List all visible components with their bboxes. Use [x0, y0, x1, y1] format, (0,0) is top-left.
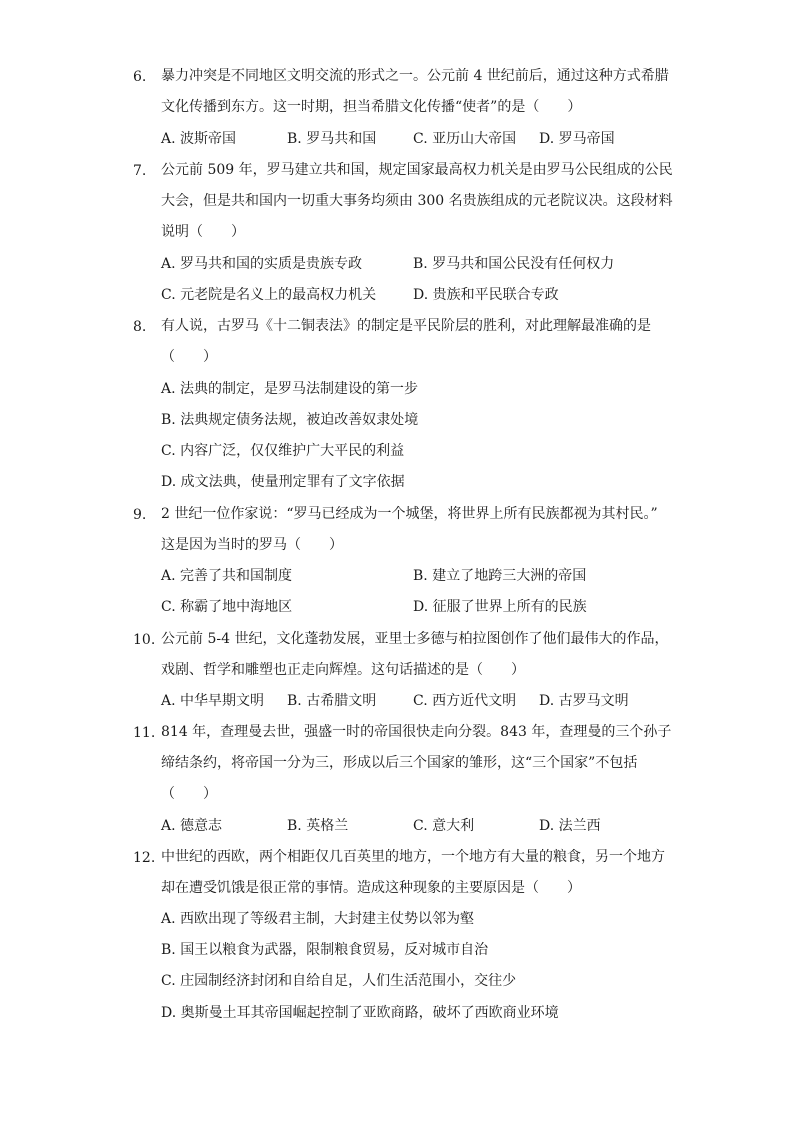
stem-line: （ ） [161, 349, 217, 366]
question-number: 6. [133, 69, 147, 85]
option-b: B. 英格兰 [287, 818, 349, 834]
option-d: D. 征服了世界上所有的民族 [413, 599, 587, 615]
option-d: D. 罗马帝国 [539, 131, 615, 147]
stem-line: 这是因为当时的罗马（ ） [161, 537, 343, 554]
option-d: D. 法兰西 [539, 818, 601, 834]
option-b: B. 古希腊文明 [287, 693, 377, 709]
option-c: C. 亚历山大帝国 [413, 131, 517, 147]
option-c: C. 元老院是名义上的最高权力机关 [161, 287, 377, 303]
option-b: B. 国王以粮食为武器，限制粮食贸易，反对城市自治 [161, 942, 489, 958]
stem-line: 大会，但是共和国内一切重大事务均须由 300 名贵族组成的元老院议决。这段材料 [161, 193, 673, 210]
stem-line: 缔结条约，将帝国一分为三，形成以后三个国家的雏形，这“三个国家”不包括 [161, 755, 638, 772]
option-b: B. 建立了地跨三大洲的帝国 [413, 568, 587, 584]
question-stem [161, 311, 681, 373]
question-stem [161, 624, 681, 686]
option-c: C. 称霸了地中海地区 [161, 599, 293, 615]
option-a: A. 完善了共和国制度 [161, 568, 293, 584]
question-number: 12. [133, 850, 156, 866]
option-d: D. 贵族和平民联合专政 [413, 287, 559, 303]
option-c: C. 庄园制经济封闭和自给自足，人们生活范围小，交往少 [161, 973, 517, 989]
question-number: 8. [133, 319, 147, 335]
question-number: 9. [133, 507, 147, 523]
stem-line: （ ） [161, 786, 217, 803]
stem-line: 814 年，查理曼去世，强盛一时的帝国很快走向分裂。843 年，查理曼的三个孙子 [161, 724, 672, 740]
stem-line: 公元前 5-4 世纪，文化蓬勃发展，亚里士多德与柏拉图创作了他们最伟大的作品， [161, 631, 669, 647]
stem-line: 文化传播到东方。这一时期，担当希腊文化传播“使者”的是（ ） [161, 99, 582, 116]
option-b: B. 罗马共和国 [287, 131, 377, 147]
stem-line: 公元前 509 年，罗马建立共和国，规定国家最高权力机关是由罗马公民组成的公民 [161, 162, 673, 178]
question-number: 7. [133, 163, 147, 179]
stem-line: 中世纪的西欧，两个相距仅几百英里的地方，一个地方有大量的粮食，另一个地方 [161, 849, 665, 865]
option-c: C. 西方近代文明 [413, 693, 517, 709]
stem-line: 却在遭受饥饿是很正常的事情。造成这种现象的主要原因是（ ） [161, 880, 581, 897]
option-c: C. 内容广泛，仅仅维护广大平民的利益 [161, 443, 405, 459]
option-d: D. 奥斯曼土耳其帝国崛起控制了亚欧商路，破坏了西欧商业环境 [161, 1005, 559, 1021]
question-stem [161, 61, 681, 123]
stem-line: 暴力冲突是不同地区文明交流的形式之一。公元前 4 世纪前后，通过这种方式希腊 [161, 68, 669, 84]
question-number: 10. [133, 632, 156, 648]
option-b: B. 罗马共和国公民没有任何权力 [413, 256, 615, 272]
stem-line: 2 世纪一位作家说：“罗马已经成为一个城堡，将世界上所有民族都视为其村民。” [161, 506, 658, 522]
option-b: B. 法典规定债务法规，被迫改善奴隶处境 [161, 412, 419, 428]
option-a: A. 德意志 [161, 818, 223, 834]
option-a: A. 法典的制定，是罗马法制建设的第一步 [161, 381, 419, 397]
option-a: A. 罗马共和国的实质是贵族专政 [161, 256, 363, 272]
question-stem [161, 842, 681, 904]
option-a: A. 中华早期文明 [161, 693, 265, 709]
stem-line: 有人说，古罗马《十二铜表法》的制定是平民阶层的胜利，对此理解最准确的是 [161, 318, 651, 334]
question-stem [161, 499, 681, 561]
option-d: D. 古罗马文明 [539, 693, 629, 709]
stem-line: 戏剧、哲学和雕塑也正走向辉煌。这句话描述的是（ ） [161, 662, 525, 679]
option-a: A. 西欧出现了等级君主制，大封建主仗势以邻为壑 [161, 911, 475, 927]
stem-line: 说明（ ） [161, 224, 245, 241]
question-stem [161, 717, 681, 811]
option-c: C. 意大利 [413, 818, 475, 834]
question-number: 11. [133, 725, 156, 741]
option-a: A. 波斯帝国 [161, 131, 237, 147]
question-stem [161, 155, 681, 249]
option-d: D. 成文法典，使量刑定罪有了文字依据 [161, 474, 405, 490]
